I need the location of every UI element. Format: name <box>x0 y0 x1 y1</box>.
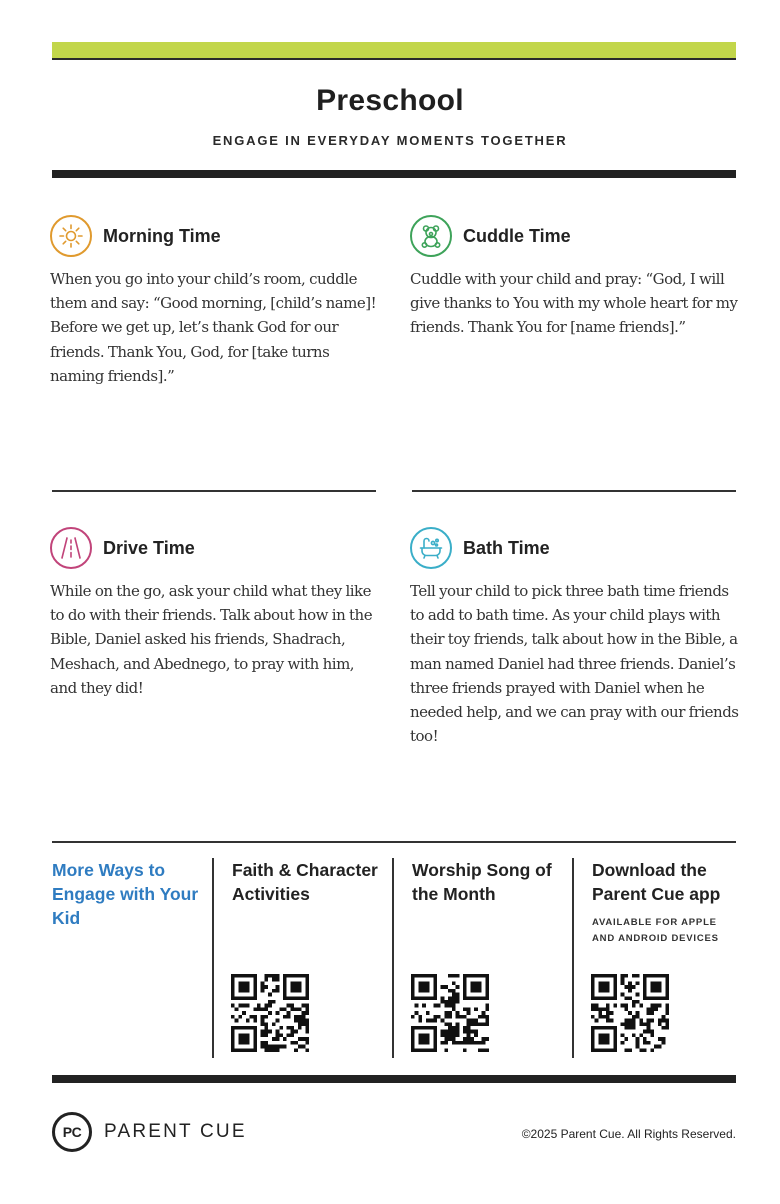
section-body: Cuddle with your child and pray: “God, I will give thanks to You with my whole heart for my friends. Thank You for [name friends].” <box>410 270 738 337</box>
parent-cue-logo <box>52 1112 247 1152</box>
section-title: Drive Time <box>103 537 195 558</box>
logo-mark-text: PC <box>62 1124 82 1140</box>
more-ways-text: More Ways to Engage with Your Kid <box>52 860 199 928</box>
section-bath-time <box>410 525 740 748</box>
section-cuddle-time <box>410 213 740 340</box>
copyright-text: ©2025 Parent Cue. All Rights Reserved. <box>521 1127 736 1141</box>
section-divider <box>412 490 736 492</box>
section-body: When you go into your child’s room, cuddle them and say: “Good morning, [child’s name]! Before we get up, let’s thank God for our friends. Thank You, God, for [take turns naming friends].” <box>50 270 377 385</box>
column-title: Download the Parent Cue app <box>592 860 721 904</box>
bathtub-icon <box>410 527 452 569</box>
page-subtitle: ENGAGE IN EVERYDAY MOMENTS TOGETHER <box>212 133 568 148</box>
column-title: Worship Song of the Month <box>412 860 552 904</box>
teddy-bear-icon <box>410 215 452 257</box>
road-icon <box>50 527 92 569</box>
column-divider <box>392 858 394 1058</box>
parent-cue-logo-mark <box>52 1112 92 1152</box>
footer-bottom-divider <box>52 1075 736 1083</box>
faith-activities-column <box>232 858 392 906</box>
section-divider <box>52 490 376 492</box>
section-drive-time <box>50 525 380 700</box>
section-body: While on the go, ask your child what they like to do with their friends. Talk about how in the Bible, Daniel asked his friends, Shadrach, Meshach, and Abednego, to pray with him, and they did! <box>50 582 373 697</box>
worship-song-column <box>412 858 572 906</box>
section-title: Cuddle Time <box>463 225 571 246</box>
section-title: Bath Time <box>463 537 550 558</box>
qr-code-faith-activities[interactable] <box>231 974 309 1052</box>
column-divider <box>212 858 214 1058</box>
section-morning-time <box>50 213 380 388</box>
column-title: Faith & Character Activities <box>232 860 378 904</box>
more-ways-heading <box>52 858 202 930</box>
section-body: Tell your child to pick three bath time friends to add to bath time. As your child plays with their toy friends, talk about how in the Bible, a man named Daniel had three friends. Daniel’s three friends prayed with Daniel when he needed help, and we can pray with our friends too! <box>410 582 739 746</box>
section-title: Morning Time <box>103 225 221 246</box>
footer-top-divider <box>52 841 736 843</box>
header-divider <box>52 170 736 178</box>
column-subtitle: AVAILABLE FOR APPLE AND ANDROID DEVICES <box>592 917 719 944</box>
column-divider <box>572 858 574 1058</box>
sun-icon <box>50 215 92 257</box>
top-accent-bar <box>52 42 736 60</box>
brand-name: PARENT CUE <box>104 1121 247 1142</box>
qr-code-worship-song[interactable] <box>411 974 489 1052</box>
qr-code-app-download[interactable] <box>591 974 669 1052</box>
page-title: Preschool <box>316 84 464 117</box>
download-app-column <box>592 858 752 947</box>
